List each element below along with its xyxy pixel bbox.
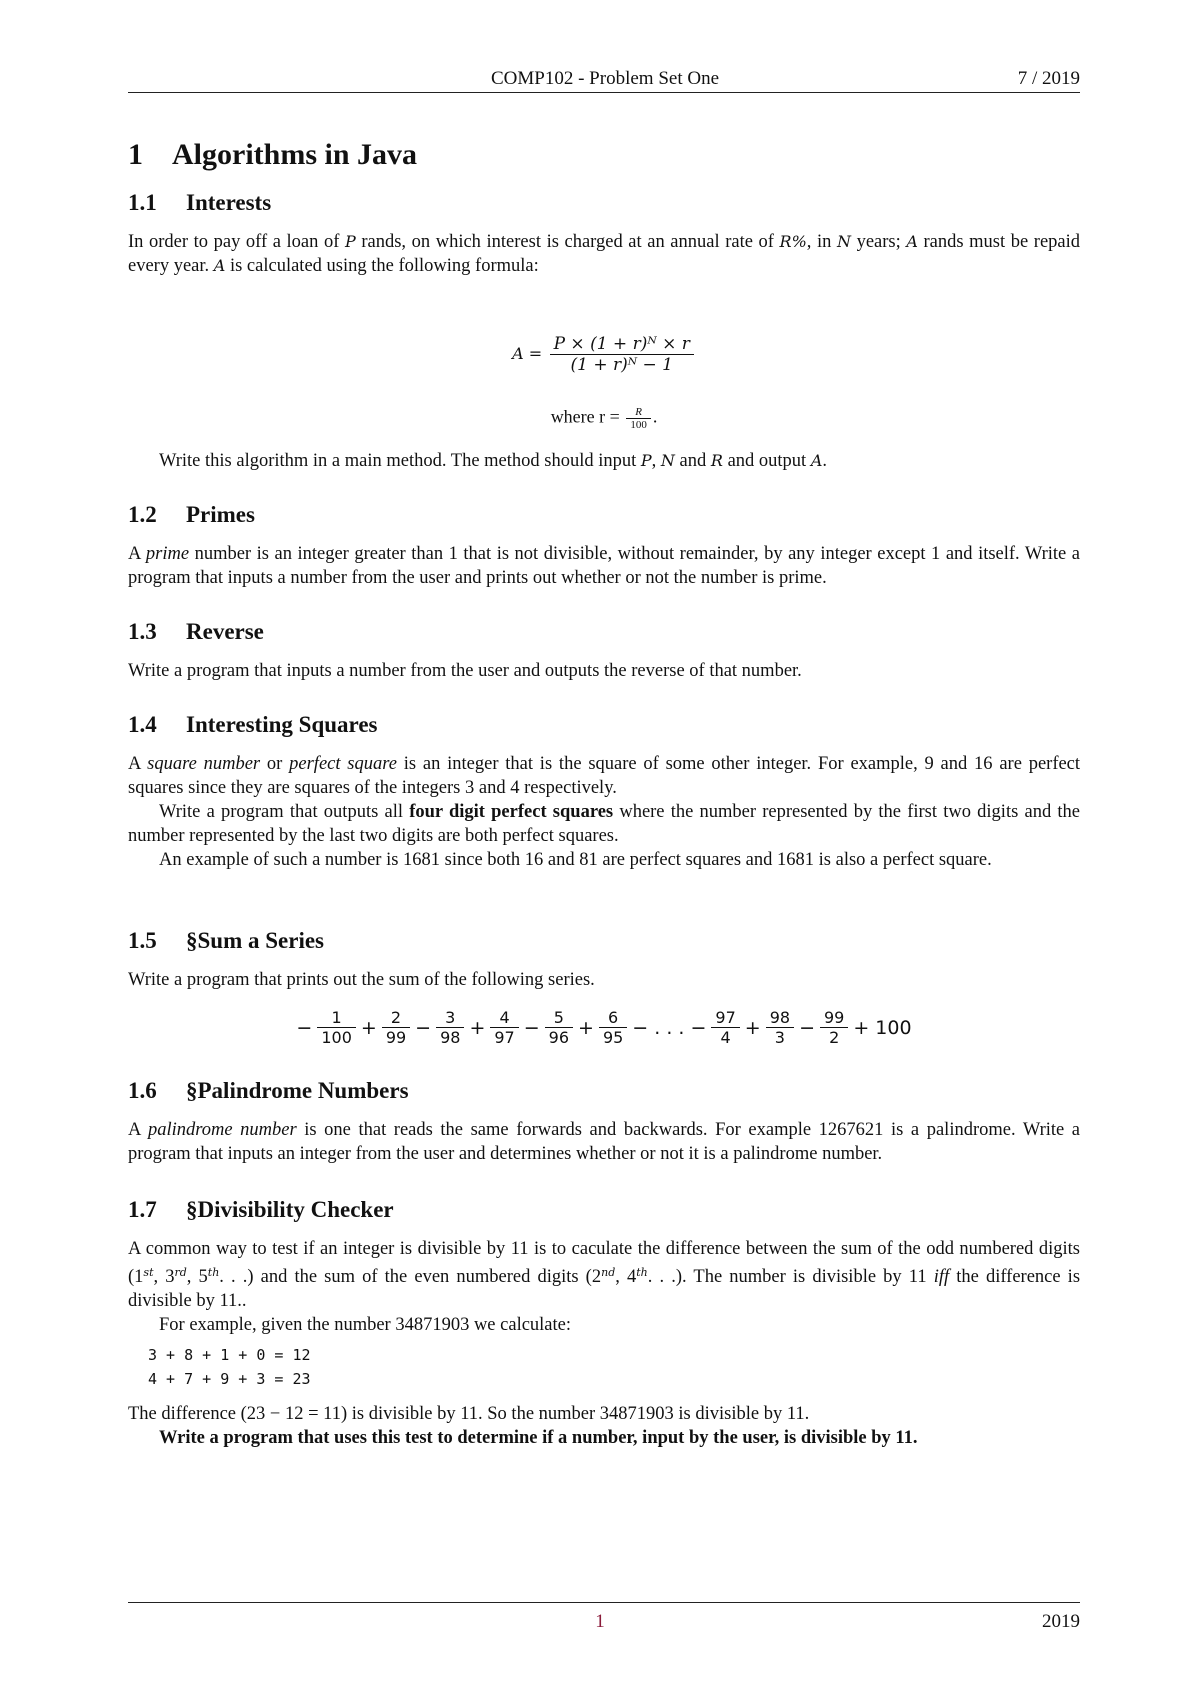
fraction-denominator: 3 — [766, 1027, 794, 1047]
interests-paragraph: In order to pay off a loan of P rands, on which interest is charged at an annual rate of R%, in N years; A rands must be repaid every year. A is calculated using the following formula: — [128, 232, 1081, 276]
section-number: 1 — [128, 138, 143, 171]
series-operator: − — [799, 1016, 815, 1039]
series-fraction — [599, 1008, 627, 1047]
series-paragraph: Write a program that prints out the sum of the following series. — [128, 970, 595, 990]
page-number: 1 — [595, 1611, 605, 1632]
series-operator: + — [360, 1016, 377, 1039]
fraction-numerator: 3 — [445, 1008, 456, 1027]
subsection-heading-primes: 1.2 Primes — [128, 502, 255, 527]
fraction-denominator: 98 — [436, 1027, 464, 1047]
fraction-denominator: 4 — [711, 1027, 739, 1047]
series-fraction — [382, 1008, 410, 1047]
reverse-paragraph: Write a program that inputs a number from the user and outputs the reverse of that number. — [128, 661, 802, 681]
series-operator: + — [578, 1016, 594, 1039]
series-operator: + — [744, 1016, 761, 1039]
section-title: Algorithms in Java — [172, 138, 418, 171]
code-line: 3 + 8 + 1 + 0 = 12 — [148, 1346, 311, 1364]
series-fraction — [490, 1008, 518, 1047]
code-line: 4 + 7 + 9 + 3 = 23 — [148, 1370, 311, 1388]
divisibility-paragraph: A common way to test if an integer is divisible by 11 is to caculate the difference between the sum of the odd numbered digits (1st, 3rd, 5th. . .) and the sum of the even numbered digits (2nd, 4th. . .). The number is divisible by 11 iff the difference is divisible by 11.. For example, given the number 34871903 we calculate: — [128, 1239, 1081, 1335]
interests-task: Write this algorithm in a main method. The method should input P, N and R and output A. — [159, 451, 827, 471]
header-date: 7 / 2019 — [1017, 68, 1080, 89]
fraction-denominator: 99 — [382, 1027, 410, 1047]
subsection-heading-series: 1.5 §Sum a Series — [128, 928, 324, 953]
series-operator: + — [469, 1016, 486, 1039]
footer-year: 2019 — [1042, 1611, 1080, 1632]
fraction-numerator: 5 — [553, 1008, 564, 1027]
fraction-denominator: 2 — [820, 1027, 848, 1047]
formula-numerator: P × (1 + r)ᴺ × r — [553, 334, 690, 354]
subsection-heading-squares: 1.4 Interesting Squares — [128, 712, 378, 737]
fraction-denominator: 96 — [545, 1027, 573, 1047]
divisibility-conclusion: The difference (23 − 12 = 11) is divisible by 11. So the number 34871903 is divisible by 11. Write a program that uses this test to determine if a number, input by the user, is divisible by 11. — [128, 1404, 918, 1448]
fraction-numerator: 6 — [608, 1008, 619, 1027]
subsection-heading-interests — [128, 190, 271, 216]
section-heading — [128, 138, 417, 172]
fraction-numerator: 99 — [823, 1008, 845, 1027]
series-fraction — [820, 1008, 848, 1047]
series-operator: − — [415, 1016, 432, 1039]
series-fraction — [711, 1008, 739, 1047]
fraction-denominator: 95 — [599, 1027, 627, 1047]
fraction-denominator: 100 — [317, 1027, 356, 1047]
where-clause: where r = $\frac{R}{100}$ . — [550, 406, 658, 431]
formula-denominator: (1 + r)ᴺ − 1 — [550, 354, 694, 375]
subsection-heading-reverse: 1.3 Reverse — [128, 619, 264, 644]
fraction-denominator: 97 — [490, 1027, 518, 1047]
primes-paragraph: A prime number is an integer greater than 1 that is not divisible, without remainder, by any integer except 1 and itself. Write a program that inputs a number from the user and prints out whether or not the number is prime. — [128, 544, 1080, 588]
subsection-heading-divisibility: 1.7 §Divisibility Checker — [128, 1197, 394, 1222]
series-formula: − $\frac{1}{100}$ + $\frac{2}{99}$ − $\frac{3}{98}$ + $\frac{4}{97}$ − $\frac{5}{96}$ + $\frac{6}{95}$ − . . . − $\frac{97}{4}$ + $\frac{98}{3}$ − $\frac{99}{2}$ + 100 — [296, 1008, 912, 1047]
series-fraction — [545, 1008, 573, 1047]
footer-rule — [128, 1602, 1080, 1603]
palindrome-paragraph: A palindrome number is one that reads the same forwards and backwards. For example 1267621 is a palindrome. Write a program that inputs an integer from the user and determines whether or not it is a palindrome number. — [128, 1120, 1081, 1164]
subsection-title: Interests — [186, 190, 272, 215]
fraction-numerator: 97 — [715, 1008, 736, 1027]
fraction-numerator: 2 — [390, 1008, 402, 1027]
fraction-numerator: 4 — [499, 1008, 510, 1027]
series-operator: − . . . − — [632, 1016, 707, 1039]
series-fraction — [766, 1008, 794, 1047]
fraction-numerator: 98 — [769, 1008, 791, 1027]
subsection-number: 1.1 — [128, 190, 157, 215]
header-title: COMP102 - Problem Set One — [491, 68, 719, 89]
series-operator: − — [523, 1016, 540, 1039]
squares-paragraphs: A square number or perfect square is an integer that is the square of some other integer. For example, 9 and 16 are perfect squares since they are squares of the integers 3 and 4 respectively. Write a program that outputs all four digit perfect squares where the number represented by the first two digits and the number represented by the last two digits are both perfect squares. An example of such a number is 1681 since both 16 and 81 are perfect squares and 1681 is also a perfect square. — [128, 754, 1081, 870]
interest-formula: A = $\frac{\text{P × (1 + r)ᴺ × r}}{\text{(1 + r)ᴺ − 1}}$ — [128, 334, 1080, 375]
series-fraction — [317, 1008, 356, 1047]
subsection-heading-palindrome: 1.6 §Palindrome Numbers — [128, 1078, 409, 1103]
series-operator: + 100 — [853, 1016, 912, 1039]
series-fraction — [436, 1008, 464, 1047]
header-rule — [128, 92, 1080, 93]
calculation-code-block — [148, 1343, 311, 1391]
fraction-numerator: 1 — [331, 1008, 342, 1027]
